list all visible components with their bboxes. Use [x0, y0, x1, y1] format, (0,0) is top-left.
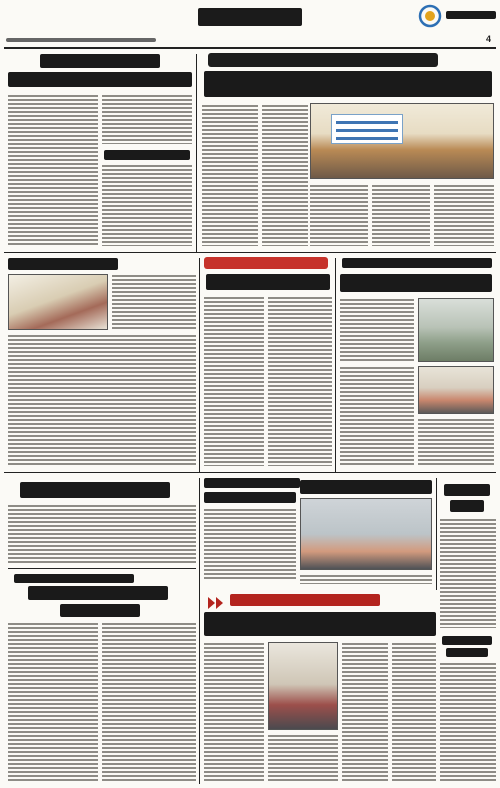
body-text [112, 274, 196, 330]
headline [450, 500, 484, 512]
body-text [8, 622, 98, 782]
body-text [102, 622, 196, 782]
subheadline [446, 648, 488, 657]
body-text [202, 104, 258, 246]
red-arrow-icon [208, 594, 226, 606]
body-text [204, 508, 296, 580]
headline [204, 612, 436, 636]
page-number: 4 [486, 34, 492, 44]
headline [300, 480, 432, 494]
photo-protest [310, 103, 494, 179]
body-text [204, 642, 264, 782]
anniversary-logo-icon [418, 3, 442, 29]
photo-building [418, 298, 494, 362]
body-text [8, 94, 98, 246]
body-text [440, 518, 496, 628]
body-text [418, 418, 494, 466]
body-text [8, 334, 196, 466]
brand-name [446, 8, 496, 22]
section-title [198, 4, 302, 30]
headline [340, 274, 492, 292]
date-line [6, 36, 156, 44]
headline [444, 484, 490, 496]
body-text [262, 104, 308, 246]
headline [206, 274, 330, 290]
subheadline [442, 636, 492, 645]
subheadline [342, 258, 492, 268]
body-text [300, 574, 432, 584]
kicker-band [204, 257, 328, 269]
body-text [310, 184, 368, 246]
headline [204, 492, 296, 503]
body-text [434, 184, 494, 246]
headline [8, 258, 118, 270]
body-text [340, 366, 414, 466]
photo-lab [8, 274, 108, 330]
headline [8, 72, 192, 87]
subheadline [104, 150, 190, 160]
photo-classroom [418, 366, 494, 414]
body-text [340, 298, 414, 362]
headline [40, 54, 160, 68]
body-text [440, 662, 496, 782]
headline [204, 71, 492, 97]
body-text [372, 184, 430, 246]
headline [20, 482, 170, 498]
subheadline [204, 478, 300, 488]
body-text [268, 296, 332, 466]
headline [28, 586, 168, 600]
kicker [230, 594, 380, 606]
subheadline [14, 574, 134, 583]
body-text [102, 94, 192, 144]
kicker-band [208, 53, 438, 67]
headline [60, 604, 140, 617]
body-text [8, 504, 196, 564]
body-text [392, 642, 436, 782]
photo-training [300, 498, 432, 570]
body-text [342, 642, 388, 782]
body-text [102, 164, 192, 246]
body-text [268, 734, 338, 782]
body-text [204, 296, 264, 466]
photo-college [268, 642, 338, 730]
